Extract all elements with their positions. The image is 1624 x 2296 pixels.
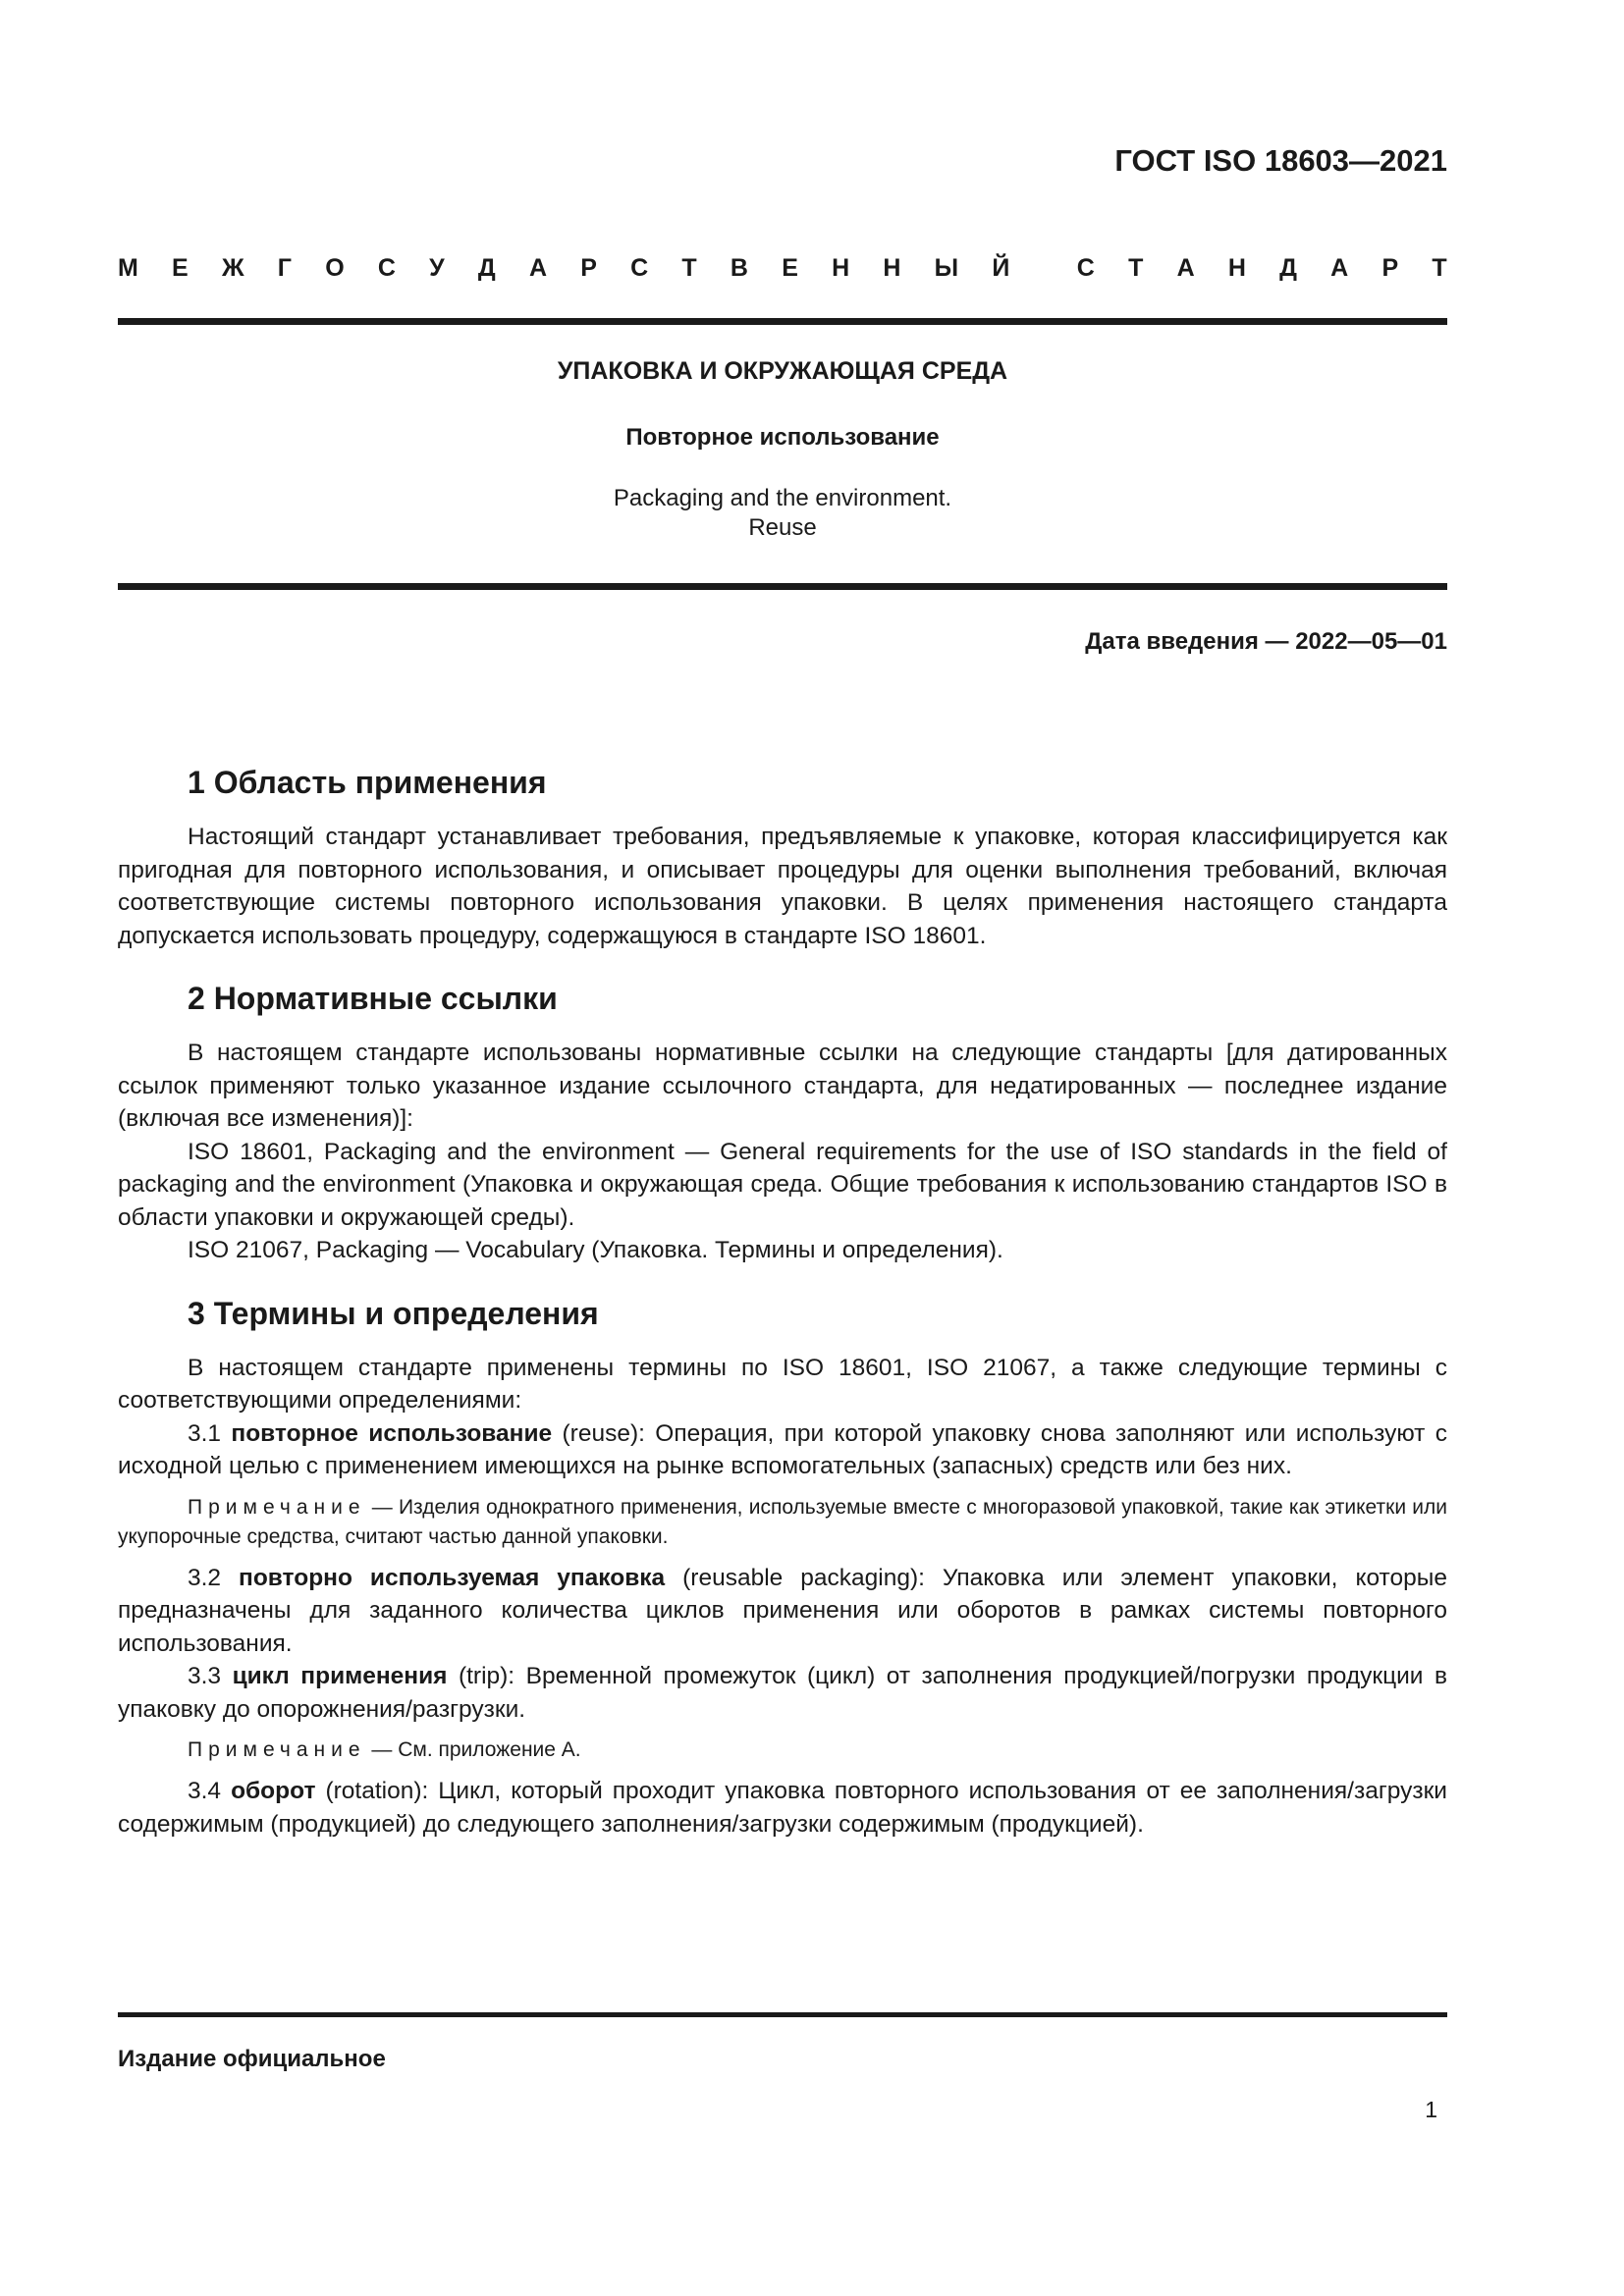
banner-letter: Ы: [934, 254, 959, 282]
banner-letter: С: [630, 254, 649, 282]
title-english-line2: Reuse: [748, 514, 817, 541]
section-2-reference-iso18601: ISO 18601, Packaging and the environment — General requirements for the use of ISO standards in the field of packaging and the environment (Упаковка и окружающая среда. Общие требования к использованию стандартов ISO в области упаковки и окружающей среды).: [118, 1138, 1447, 1231]
banner-letter: Г: [277, 254, 292, 282]
title-rule: [118, 583, 1447, 590]
note-label: Примечание: [188, 1495, 366, 1519]
banner-letter: Д: [1279, 254, 1297, 282]
section-2-heading: 2 Нормативные ссылки: [188, 981, 558, 1016]
banner-letter: В: [730, 254, 748, 282]
term-3-2-name: повторно используемая упаковка: [239, 1564, 666, 1591]
section-2-reference-iso21067: ISO 21067, Packaging — Vocabulary (Упаковка. Термины и определения).: [188, 1237, 1003, 1263]
banner-letter: А: [1176, 254, 1195, 282]
term-3-4: 3.4 оборот (rotation): Цикл, который проходит упаковка повторного использования от ее заполнения/загрузки содержимым (продукцией) до следующего заполнения/загрузки содержимым (продукцией).: [118, 1778, 1447, 1838]
banner-letter: Т: [1432, 254, 1447, 282]
banner-letter: С: [377, 254, 396, 282]
banner-letter: У: [429, 254, 445, 282]
banner-letter: А: [1330, 254, 1349, 282]
banner-letter: Й: [992, 254, 1010, 282]
official-edition-label: Издание официальное: [118, 2046, 386, 2072]
document-code: ГОСТ ISO 18603—2021: [1114, 143, 1447, 178]
banner-letter: С: [1076, 254, 1095, 282]
banner-letter: Н: [1227, 254, 1246, 282]
term-3-2: 3.2 повторно используемая упаковка (reusable packaging): Упаковка или элемент упаковки, которые предназначены для заданного количества циклов применения или оборотов в рамках системы повторного использования.: [118, 1564, 1447, 1657]
note-1: Примечание — Изделия однократного применения, используемые вместе с многоразовой упаковкой, такие как этикетки или укупорочные средства, считают частью данной упаковки.: [118, 1495, 1447, 1548]
section-1-heading: 1 Область применения: [188, 765, 547, 800]
title-english: [118, 484, 1447, 543]
term-3-4-name: оборот: [231, 1778, 316, 1804]
document-body: [118, 764, 1447, 1841]
term-3-1: 3.1 повторное использование (reuse): Операция, при которой упаковку снова заполняют или используют с исходной целью с применением имеющихся на рынке вспомогательных (запасных) средств или без них.: [118, 1419, 1447, 1479]
section-3-intro: В настоящем стандарте применены термины по ISO 18601, ISO 21067, а также следующие термины с соответствующими определениями:: [118, 1354, 1447, 1414]
banner-letter: Т: [681, 254, 697, 282]
banner-letter: Е: [782, 254, 798, 282]
title-russian: УПАКОВКА И ОКРУЖАЮЩАЯ СРЕДА: [557, 357, 1008, 385]
section-1-paragraph: Настоящий стандарт устанавливает требования, предъявляемые к упаковке, которая классифицируется как пригодная для повторного использования, и описывает процедуры для оценки выполнения требований, включая соответствующие системы повторного использования упаковки. В целях применения настоящего стандарта допускается использовать процедуру, содержащуюся в стандарте ISO 18601.: [118, 824, 1447, 949]
banner-letter: Р: [1381, 254, 1399, 282]
term-3-1-name: повторное использование: [231, 1419, 553, 1447]
banner-letter: Н: [883, 254, 901, 282]
footer-rule: [118, 2012, 1447, 2017]
note-label: Примечание: [188, 1738, 366, 1761]
page-number: 1: [1425, 2097, 1437, 2122]
term-3-3-name: цикл применения: [232, 1663, 448, 1689]
introduction-date: Дата введения — 2022—05—01: [1085, 628, 1447, 655]
interstate-standard-banner: [118, 254, 1447, 283]
section-2-paragraph-1: В настоящем стандарте использованы нормативные ссылки на следующие стандарты [для датированных ссылок применяют только указанное издание ссылочного стандарта, для недатированных — последнее издание (включая все изменения)]:: [118, 1040, 1447, 1132]
note-2: Примечание — См. приложение А.: [188, 1738, 581, 1761]
term-3-3: 3.3 цикл применения (trip): Временной промежуток (цикл) от заполнения продукцией/погрузки продукции в упаковку до опорожнения/разгрузки.: [118, 1663, 1447, 1723]
banner-letter: Е: [172, 254, 189, 282]
subtitle-russian: Повторное использование: [625, 424, 940, 451]
top-rule: [118, 318, 1447, 325]
banner-letter: Ж: [221, 254, 244, 282]
banner-letter: О: [325, 254, 345, 282]
banner-letter: Т: [1128, 254, 1144, 282]
banner-letter: Н: [832, 254, 850, 282]
banner-letter: А: [528, 254, 548, 282]
banner-letter: М: [118, 254, 138, 282]
title-english-line1: Packaging and the environment.: [613, 485, 952, 511]
section-3-heading: 3 Термины и определения: [188, 1295, 599, 1331]
banner-letter: Д: [477, 254, 496, 282]
banner-letter: Р: [580, 254, 597, 282]
